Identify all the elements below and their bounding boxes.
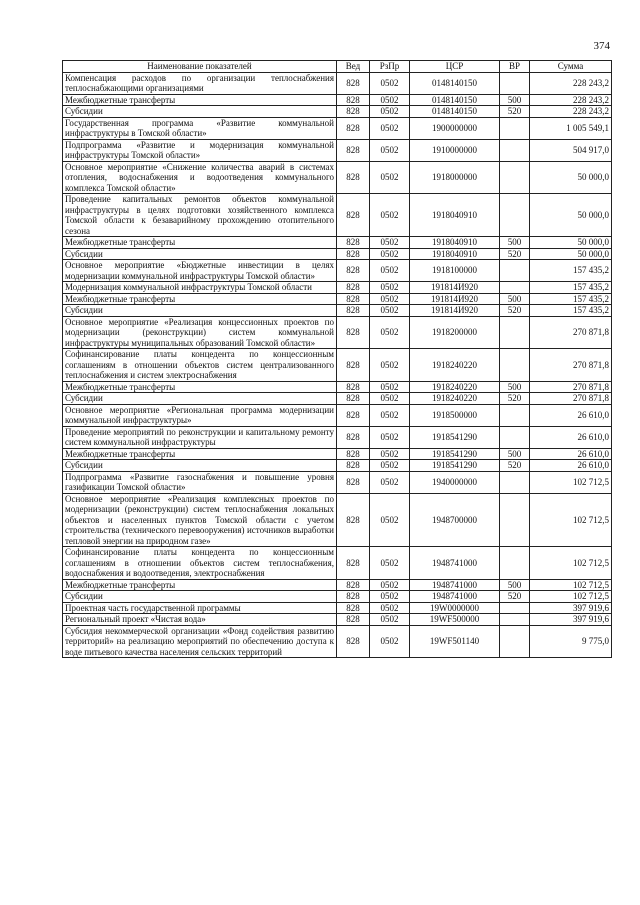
cell-sum: 50 000,0 <box>530 237 612 249</box>
table-row <box>63 448 612 460</box>
cell-csr: 1910000000 <box>410 139 500 161</box>
table-row <box>63 547 612 580</box>
cell-vr <box>500 602 530 614</box>
cell-csr: 1948741000 <box>410 579 500 591</box>
table-body <box>63 72 612 658</box>
cell-csr: 1918541290 <box>410 448 500 460</box>
cell-ved: 828 <box>337 106 370 118</box>
cell-rzpr: 0502 <box>370 316 410 349</box>
cell-sum: 157 435,2 <box>530 282 612 294</box>
table-row <box>63 117 612 139</box>
cell-ved: 828 <box>337 117 370 139</box>
cell-ved: 828 <box>337 547 370 580</box>
cell-vr: 520 <box>500 305 530 317</box>
cell-ved: 828 <box>337 625 370 658</box>
cell-vr <box>500 316 530 349</box>
cell-sum: 270 871,8 <box>530 349 612 382</box>
cell-csr: 1918040910 <box>410 237 500 249</box>
table-row <box>63 614 612 626</box>
cell-csr: 1918240220 <box>410 349 500 382</box>
cell-vr <box>500 117 530 139</box>
cell-rzpr: 0502 <box>370 493 410 547</box>
cell-name: Межбюджетные трансферты <box>63 381 337 393</box>
cell-vr <box>500 282 530 294</box>
cell-ved: 828 <box>337 602 370 614</box>
cell-name: Межбюджетные трансферты <box>63 237 337 249</box>
cell-ved: 828 <box>337 237 370 249</box>
table-row <box>63 305 612 317</box>
cell-sum: 1 005 549,1 <box>530 117 612 139</box>
cell-ved: 828 <box>337 161 370 194</box>
cell-name: Межбюджетные трансферты <box>63 448 337 460</box>
cell-ved: 828 <box>337 460 370 472</box>
cell-csr: 0148140150 <box>410 94 500 106</box>
cell-name: Основное мероприятие «Реализация комплексных проектов по модернизации (реконструкции) систем теплоснабжения локальных объектов и населенных пунктов Томской области с учетом строительства (технического перевооружения) источников выработки тепловой энергии на природном газе» <box>63 493 337 547</box>
cell-csr: 191814И920 <box>410 305 500 317</box>
cell-csr: 1918040910 <box>410 248 500 260</box>
cell-sum: 50 000,0 <box>530 161 612 194</box>
cell-name: Межбюджетные трансферты <box>63 579 337 591</box>
cell-csr: 1918200000 <box>410 316 500 349</box>
table-row <box>63 237 612 249</box>
cell-csr: 1918240220 <box>410 393 500 405</box>
cell-rzpr: 0502 <box>370 460 410 472</box>
cell-sum: 228 243,2 <box>530 94 612 106</box>
cell-rzpr: 0502 <box>370 393 410 405</box>
cell-sum: 102 712,5 <box>530 579 612 591</box>
table-header-row <box>63 61 612 73</box>
cell-name: Субсидии <box>63 393 337 405</box>
cell-rzpr: 0502 <box>370 579 410 591</box>
cell-ved: 828 <box>337 94 370 106</box>
cell-sum: 26 610,0 <box>530 404 612 426</box>
table-row <box>63 381 612 393</box>
table-row <box>63 579 612 591</box>
column-header-name: Наименование показателей <box>63 61 337 73</box>
table-row <box>63 316 612 349</box>
cell-csr: 191814И920 <box>410 293 500 305</box>
cell-name: Межбюджетные трансферты <box>63 94 337 106</box>
cell-csr: 1948741000 <box>410 591 500 603</box>
cell-vr: 500 <box>500 579 530 591</box>
cell-sum: 26 610,0 <box>530 426 612 448</box>
column-header-rzpr: РзПр <box>370 61 410 73</box>
table-row <box>63 282 612 294</box>
cell-csr: 1918240220 <box>410 381 500 393</box>
cell-name: Государственная программа «Развитие коммунальной инфраструктуры в Томской области» <box>63 117 337 139</box>
table-row <box>63 248 612 260</box>
cell-ved: 828 <box>337 393 370 405</box>
budget-table <box>62 60 612 658</box>
cell-sum: 50 000,0 <box>530 248 612 260</box>
cell-name: Проектная часть государственной программы <box>63 602 337 614</box>
cell-vr <box>500 471 530 493</box>
table-row <box>63 349 612 382</box>
cell-sum: 102 712,5 <box>530 591 612 603</box>
cell-name: Субсидии <box>63 460 337 472</box>
table-row <box>63 602 612 614</box>
cell-name: Основное мероприятие «Реализация концессионных проектов по модернизации (реконструкции) систем коммунальной инфраструктуры муниципальных образований Томской области» <box>63 316 337 349</box>
cell-sum: 50 000,0 <box>530 194 612 237</box>
cell-vr <box>500 614 530 626</box>
cell-name: Основное мероприятие «Снижение количества аварий в системах отопления, водоснабжения и водоотведения коммунального комплекса Томской области» <box>63 161 337 194</box>
cell-sum: 102 712,5 <box>530 471 612 493</box>
cell-ved: 828 <box>337 72 370 94</box>
cell-rzpr: 0502 <box>370 591 410 603</box>
cell-vr <box>500 161 530 194</box>
cell-csr: 1948700000 <box>410 493 500 547</box>
cell-vr <box>500 547 530 580</box>
cell-sum: 157 435,2 <box>530 260 612 282</box>
cell-vr: 520 <box>500 106 530 118</box>
cell-ved: 828 <box>337 349 370 382</box>
cell-rzpr: 0502 <box>370 471 410 493</box>
cell-name: Проведение капитальных ремонтов объектов коммунальной инфраструктуры в целях подготовки хозяйственного комплекса Томской области к безаварийному прохождению отопительного сезона <box>63 194 337 237</box>
cell-sum: 228 243,2 <box>530 106 612 118</box>
cell-rzpr: 0502 <box>370 139 410 161</box>
cell-vr: 520 <box>500 248 530 260</box>
cell-vr: 500 <box>500 448 530 460</box>
table-row <box>63 106 612 118</box>
cell-ved: 828 <box>337 381 370 393</box>
cell-vr <box>500 72 530 94</box>
cell-rzpr: 0502 <box>370 248 410 260</box>
cell-csr: 191814И920 <box>410 282 500 294</box>
cell-vr <box>500 194 530 237</box>
cell-sum: 26 610,0 <box>530 460 612 472</box>
cell-ved: 828 <box>337 591 370 603</box>
cell-csr: 1918000000 <box>410 161 500 194</box>
cell-name: Региональный проект «Чистая вода» <box>63 614 337 626</box>
table-row <box>63 591 612 603</box>
cell-sum: 504 917,0 <box>530 139 612 161</box>
cell-name: Проведение мероприятий по реконструкции и капитальному ремонту систем коммунальной инфраструктуры <box>63 426 337 448</box>
cell-vr: 520 <box>500 591 530 603</box>
cell-sum: 397 919,6 <box>530 602 612 614</box>
table-row <box>63 426 612 448</box>
cell-ved: 828 <box>337 139 370 161</box>
cell-ved: 828 <box>337 248 370 260</box>
cell-csr: 0148140150 <box>410 106 500 118</box>
cell-csr: 1918541290 <box>410 426 500 448</box>
cell-csr: 19WF500000 <box>410 614 500 626</box>
cell-name: Модернизация коммунальной инфраструктуры Томской области <box>63 282 337 294</box>
cell-sum: 102 712,5 <box>530 547 612 580</box>
cell-ved: 828 <box>337 260 370 282</box>
cell-rzpr: 0502 <box>370 381 410 393</box>
table-row <box>63 161 612 194</box>
cell-ved: 828 <box>337 282 370 294</box>
cell-name: Межбюджетные трансферты <box>63 293 337 305</box>
cell-vr <box>500 625 530 658</box>
cell-vr: 520 <box>500 393 530 405</box>
cell-csr: 19WF501140 <box>410 625 500 658</box>
cell-rzpr: 0502 <box>370 547 410 580</box>
cell-rzpr: 0502 <box>370 349 410 382</box>
cell-vr <box>500 404 530 426</box>
cell-vr <box>500 426 530 448</box>
cell-csr: 1918100000 <box>410 260 500 282</box>
cell-ved: 828 <box>337 448 370 460</box>
page-number: 374 <box>593 40 610 52</box>
cell-ved: 828 <box>337 305 370 317</box>
cell-ved: 828 <box>337 471 370 493</box>
cell-name: Субсидии <box>63 591 337 603</box>
cell-csr: 0148140150 <box>410 72 500 94</box>
cell-sum: 9 775,0 <box>530 625 612 658</box>
cell-rzpr: 0502 <box>370 117 410 139</box>
cell-rzpr: 0502 <box>370 106 410 118</box>
cell-csr: 1948741000 <box>410 547 500 580</box>
cell-vr <box>500 139 530 161</box>
cell-name: Софинансирование платы концедента по концессионным соглашениям в отношении объектов систем теплоснабжения, водоснабжения и водоотведения, электроснабжения <box>63 547 337 580</box>
cell-sum: 270 871,8 <box>530 393 612 405</box>
cell-rzpr: 0502 <box>370 448 410 460</box>
cell-rzpr: 0502 <box>370 194 410 237</box>
cell-ved: 828 <box>337 579 370 591</box>
table-row <box>63 72 612 94</box>
table-row <box>63 194 612 237</box>
cell-name: Подпрограмма «Развитие газоснабжения и повышение уровня газификации Томской области» <box>63 471 337 493</box>
table-row <box>63 460 612 472</box>
cell-sum: 102 712,5 <box>530 493 612 547</box>
cell-rzpr: 0502 <box>370 293 410 305</box>
cell-rzpr: 0502 <box>370 426 410 448</box>
cell-vr: 520 <box>500 460 530 472</box>
column-header-ved: Вед <box>337 61 370 73</box>
cell-csr: 19W0000000 <box>410 602 500 614</box>
cell-vr: 500 <box>500 293 530 305</box>
column-header-csr: ЦСР <box>410 61 500 73</box>
cell-csr: 1900000000 <box>410 117 500 139</box>
cell-name: Субсидии <box>63 106 337 118</box>
table-row <box>63 625 612 658</box>
cell-rzpr: 0502 <box>370 305 410 317</box>
cell-ved: 828 <box>337 194 370 237</box>
cell-ved: 828 <box>337 293 370 305</box>
cell-rzpr: 0502 <box>370 625 410 658</box>
cell-name: Компенсация расходов по организации теплоснабжения теплоснабжающими организациями <box>63 72 337 94</box>
cell-ved: 828 <box>337 614 370 626</box>
cell-rzpr: 0502 <box>370 404 410 426</box>
cell-sum: 157 435,2 <box>530 305 612 317</box>
cell-rzpr: 0502 <box>370 282 410 294</box>
table-row <box>63 493 612 547</box>
cell-rzpr: 0502 <box>370 94 410 106</box>
column-header-vr: ВР <box>500 61 530 73</box>
table-row <box>63 260 612 282</box>
cell-name: Субсидии <box>63 248 337 260</box>
table-row <box>63 94 612 106</box>
cell-ved: 828 <box>337 493 370 547</box>
cell-sum: 270 871,8 <box>530 381 612 393</box>
cell-rzpr: 0502 <box>370 237 410 249</box>
cell-name: Основное мероприятие «Бюджетные инвестиции в целях модернизации коммунальной инфраструктуры Томской области» <box>63 260 337 282</box>
cell-csr: 1918500000 <box>410 404 500 426</box>
table-row <box>63 471 612 493</box>
table-row <box>63 293 612 305</box>
cell-vr: 500 <box>500 237 530 249</box>
cell-sum: 397 919,6 <box>530 614 612 626</box>
cell-name: Субсидии <box>63 305 337 317</box>
cell-sum: 270 871,8 <box>530 316 612 349</box>
cell-name: Софинансирование платы концедента по концессионным соглашениям в отношении объектов систем централизованного теплоснабжения и систем электроснабжения <box>63 349 337 382</box>
cell-vr <box>500 493 530 547</box>
column-header-sum: Сумма <box>530 61 612 73</box>
cell-csr: 1940000000 <box>410 471 500 493</box>
table-row <box>63 139 612 161</box>
cell-name: Основное мероприятие «Региональная программа модернизации коммунальной инфраструктуры» <box>63 404 337 426</box>
cell-vr <box>500 349 530 382</box>
cell-rzpr: 0502 <box>370 260 410 282</box>
cell-name: Подпрограмма «Развитие и модернизация коммунальной инфраструктуры Томской области» <box>63 139 337 161</box>
cell-ved: 828 <box>337 316 370 349</box>
cell-vr <box>500 260 530 282</box>
table-row <box>63 393 612 405</box>
cell-csr: 1918040910 <box>410 194 500 237</box>
cell-sum: 26 610,0 <box>530 448 612 460</box>
cell-rzpr: 0502 <box>370 614 410 626</box>
cell-csr: 1918541290 <box>410 460 500 472</box>
cell-ved: 828 <box>337 426 370 448</box>
cell-rzpr: 0502 <box>370 72 410 94</box>
cell-sum: 228 243,2 <box>530 72 612 94</box>
cell-sum: 157 435,2 <box>530 293 612 305</box>
table-row <box>63 404 612 426</box>
cell-rzpr: 0502 <box>370 602 410 614</box>
cell-vr: 500 <box>500 381 530 393</box>
cell-name: Субсидия некоммерческой организации «Фонд содействия развитию территорий» на реализацию мероприятий по обеспечению доступа к воде питьевого качества населения сельских территорий <box>63 625 337 658</box>
cell-vr: 500 <box>500 94 530 106</box>
cell-ved: 828 <box>337 404 370 426</box>
cell-rzpr: 0502 <box>370 161 410 194</box>
